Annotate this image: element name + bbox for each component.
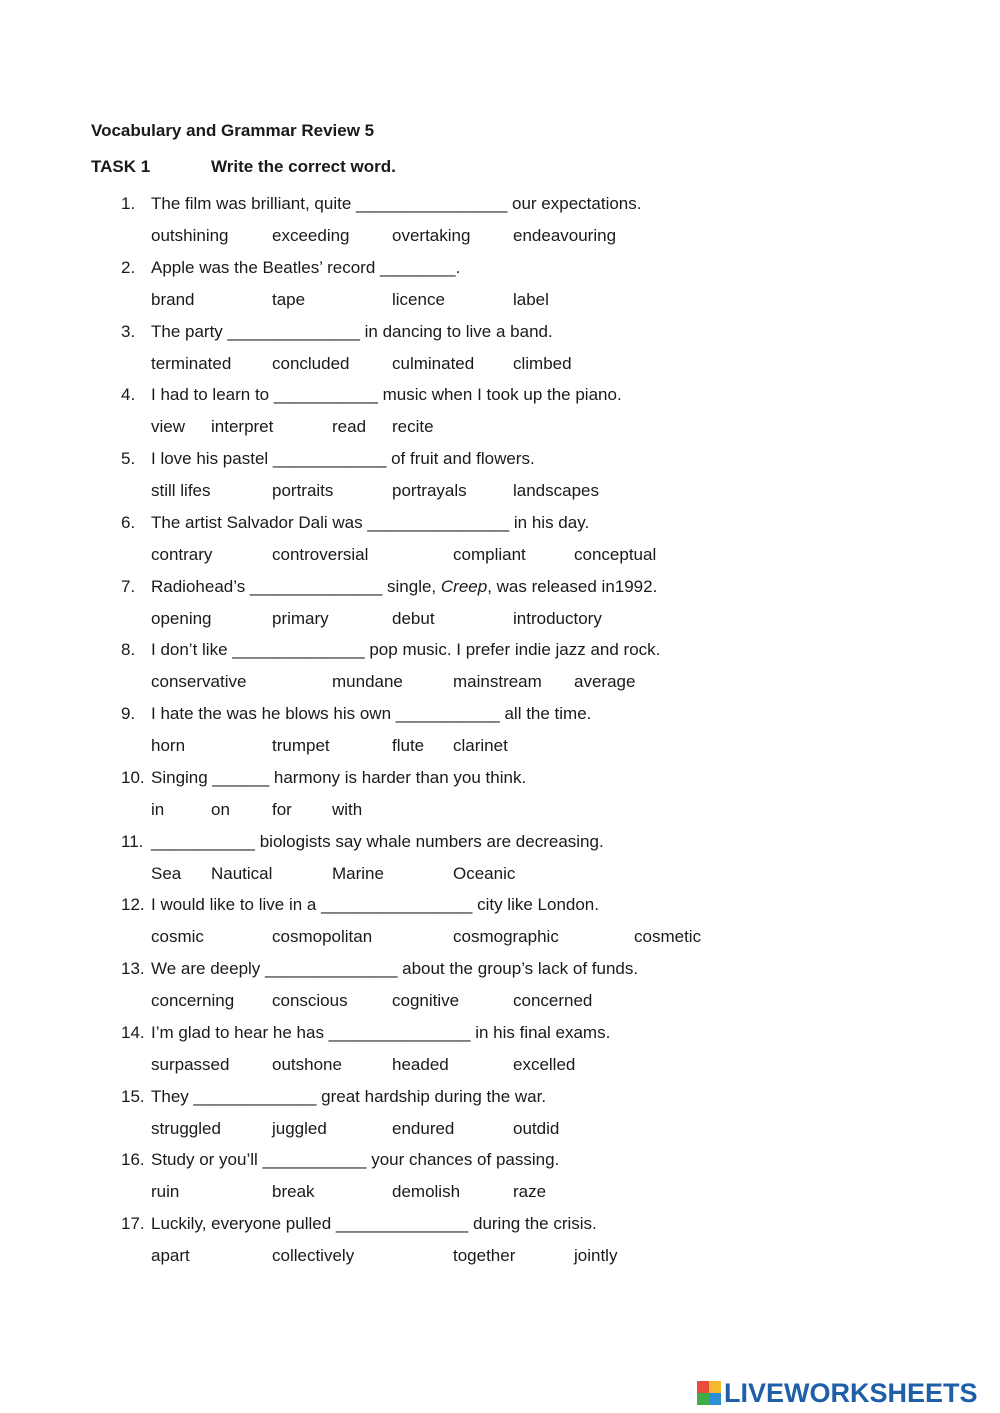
sentence-text: Study or you’ll ___________ your chances of passing. — [151, 1150, 560, 1169]
question-number: 7. — [121, 577, 136, 596]
question-sentence — [151, 640, 660, 660]
answer-option[interactable]: label — [513, 290, 549, 309]
answer-option[interactable]: primary — [272, 609, 329, 628]
answer-option[interactable]: concerning — [151, 991, 235, 1010]
question-number: 13. — [121, 959, 145, 978]
question-3 — [0, 322, 1000, 386]
answer-option[interactable]: ruin — [151, 1182, 180, 1201]
answer-option[interactable]: landscapes — [513, 481, 600, 500]
answer-option[interactable]: in — [151, 800, 165, 819]
answer-option[interactable]: endured — [392, 1119, 455, 1138]
sentence-text: I love his pastel ____________ of fruit and flowers. — [151, 449, 535, 468]
answer-option[interactable]: portraits — [272, 481, 334, 500]
question-10 — [0, 768, 1000, 832]
answer-option[interactable]: break — [272, 1182, 315, 1201]
answer-option[interactable]: Nautical — [211, 864, 273, 883]
sentence-text: Singing ______ harmony is harder than you think. — [151, 768, 527, 787]
answer-option[interactable]: cosmetic — [634, 927, 702, 946]
question-9 — [0, 704, 1000, 768]
question-12 — [0, 895, 1000, 959]
question-15 — [0, 1087, 1000, 1151]
question-sentence — [151, 895, 599, 915]
question-1 — [0, 194, 1000, 258]
question-number: 9. — [121, 704, 136, 723]
logo-grid-icon — [697, 1381, 721, 1405]
answer-option[interactable]: opening — [151, 609, 212, 628]
answer-option[interactable]: cosmographic — [453, 927, 559, 946]
answer-option[interactable]: mainstream — [453, 672, 542, 691]
question-sentence — [151, 704, 591, 724]
question-number: 15. — [121, 1087, 145, 1106]
question-number: 10. — [121, 768, 145, 787]
question-number: 5. — [121, 449, 136, 468]
answer-option[interactable]: culminated — [392, 354, 475, 373]
liveworksheets-logo — [697, 1378, 978, 1408]
answer-option[interactable]: together — [453, 1246, 516, 1265]
question-sentence — [151, 513, 589, 533]
answer-option[interactable]: average — [574, 672, 636, 691]
answer-option[interactable]: terminated — [151, 354, 232, 373]
sentence-text: I would like to live in a ________________ city like London. — [151, 895, 599, 914]
question-number: 12. — [121, 895, 145, 914]
answer-option[interactable]: outshining — [151, 226, 229, 245]
question-11 — [0, 832, 1000, 896]
answer-option[interactable]: concluded — [272, 354, 350, 373]
answer-option[interactable]: compliant — [453, 545, 526, 564]
answer-option[interactable]: controversial — [272, 545, 369, 564]
question-sentence — [151, 959, 638, 979]
question-number: 8. — [121, 640, 136, 659]
answer-option[interactable]: Marine — [332, 864, 384, 883]
answer-option[interactable]: contrary — [151, 545, 213, 564]
question-number: 1. — [121, 194, 136, 213]
answer-option[interactable]: interpret — [211, 417, 274, 436]
question-sentence — [151, 1023, 610, 1043]
answer-option[interactable]: conservative — [151, 672, 247, 691]
answer-option[interactable]: introductory — [513, 609, 602, 628]
sentence-text: I had to learn to ___________ music when I took up the piano. — [151, 385, 622, 404]
answer-option[interactable]: recite — [392, 417, 434, 436]
question-number: 2. — [121, 258, 136, 277]
task-label: TASK 1 — [91, 157, 151, 176]
answer-option[interactable]: conscious — [272, 991, 348, 1010]
answer-option[interactable]: trumpet — [272, 736, 330, 755]
answer-option[interactable]: endeavouring — [513, 226, 617, 245]
answer-option[interactable]: raze — [513, 1182, 547, 1201]
answer-option[interactable]: Sea — [151, 864, 182, 883]
sentence-text: Apple was the Beatles’ record ________. — [151, 258, 461, 277]
question-number: 14. — [121, 1023, 145, 1042]
answer-option[interactable]: view — [151, 417, 186, 436]
sentence-text: I’m glad to hear he has _______________ in his final exams. — [151, 1023, 611, 1042]
answer-option[interactable]: conceptual — [574, 545, 657, 564]
question-number: 16. — [121, 1150, 145, 1169]
task-instruction: Write the correct word. — [211, 157, 396, 176]
question-17 — [0, 1214, 1000, 1278]
question-sentence — [151, 322, 553, 342]
answer-option[interactable]: cosmopolitan — [272, 927, 373, 946]
question-number: 3. — [121, 322, 136, 341]
question-number: 6. — [121, 513, 136, 532]
question-14 — [0, 1023, 1000, 1087]
song-title: Creep — [440, 577, 488, 596]
answer-option[interactable]: jointly — [574, 1246, 618, 1265]
answer-option[interactable]: debut — [392, 609, 435, 628]
question-number: 11. — [121, 832, 144, 851]
sentence-text: I don’t like ______________ pop music. I prefer indie jazz and rock. — [151, 640, 661, 659]
sentence-text: They _____________ great hardship during the war. — [151, 1087, 547, 1106]
question-sentence — [151, 577, 657, 597]
sentence-text: Luckily, everyone pulled ______________ during the crisis. — [151, 1214, 597, 1233]
answer-option[interactable]: read — [332, 417, 367, 436]
answer-option[interactable]: portrayals — [392, 481, 467, 500]
question-sentence — [151, 1087, 546, 1107]
answer-option[interactable]: juggled — [272, 1119, 327, 1138]
answer-option[interactable]: still lifes — [151, 481, 211, 500]
answer-option[interactable]: cosmic — [151, 927, 204, 946]
answer-option[interactable]: mundane — [332, 672, 403, 691]
question-7 — [0, 577, 1000, 641]
question-4 — [0, 385, 1000, 449]
sentence-text-end: , was released in1992. — [487, 577, 658, 596]
question-sentence — [151, 449, 535, 469]
sentence-text: I hate the was he blows his own ___________ all the time. — [151, 704, 592, 723]
question-sentence — [151, 1214, 597, 1234]
answer-option[interactable]: licence — [392, 290, 445, 309]
question-number: 4. — [121, 385, 136, 404]
question-sentence — [151, 194, 642, 214]
question-sentence — [151, 1150, 559, 1170]
answer-option[interactable]: apart — [151, 1246, 190, 1265]
question-number: 17. — [121, 1214, 145, 1233]
question-16 — [0, 1150, 1000, 1214]
sentence-text: The film was brilliant, quite ________________ our expectations. — [151, 194, 642, 213]
answer-option[interactable]: tape — [272, 290, 306, 309]
answer-option[interactable]: demolish — [392, 1182, 461, 1201]
answer-option[interactable]: outshone — [272, 1055, 342, 1074]
answer-option[interactable]: headed — [392, 1055, 449, 1074]
answer-option[interactable]: Oceanic — [453, 864, 516, 883]
question-13 — [0, 959, 1000, 1023]
answer-option[interactable]: collectively — [272, 1246, 355, 1265]
question-sentence — [151, 832, 604, 852]
worksheet-title: Vocabulary and Grammar Review 5 — [91, 121, 375, 140]
answer-option[interactable]: flute — [392, 736, 425, 755]
answer-option[interactable]: brand — [151, 290, 195, 309]
answer-option[interactable]: concerned — [513, 991, 593, 1010]
question-5 — [0, 449, 1000, 513]
answer-option[interactable]: outdid — [513, 1119, 560, 1138]
answer-option[interactable]: clarinet — [453, 736, 508, 755]
question-sentence — [151, 258, 460, 278]
sentence-text: ___________ biologists say whale numbers are decreasing. — [151, 832, 604, 851]
question-sentence — [151, 768, 526, 788]
question-2 — [0, 258, 1000, 322]
answer-option[interactable]: surpassed — [151, 1055, 230, 1074]
answer-option[interactable]: climbed — [513, 354, 572, 373]
brand-name: LIVEWORKSHEETS — [724, 1377, 978, 1408]
answer-option[interactable]: overtaking — [392, 226, 471, 245]
answer-option[interactable]: cognitive — [392, 991, 460, 1010]
answer-option[interactable]: excelled — [513, 1055, 576, 1074]
answer-option[interactable]: on — [211, 800, 230, 819]
answer-option[interactable]: struggled — [151, 1119, 221, 1138]
answer-option[interactable]: with — [332, 800, 363, 819]
question-sentence — [151, 385, 622, 405]
answer-option[interactable]: for — [272, 800, 292, 819]
sentence-text: We are deeply ______________ about the group’s lack of funds. — [151, 959, 639, 978]
answer-option[interactable]: horn — [151, 736, 186, 755]
sentence-text: Radiohead’s ______________ single, — [151, 577, 441, 596]
answer-option[interactable]: exceeding — [272, 226, 350, 245]
sentence-text: The party ______________ in dancing to live a band. — [151, 322, 553, 341]
question-8 — [0, 640, 1000, 704]
sentence-text: The artist Salvador Dali was _______________ in his day. — [151, 513, 590, 532]
question-6 — [0, 513, 1000, 577]
